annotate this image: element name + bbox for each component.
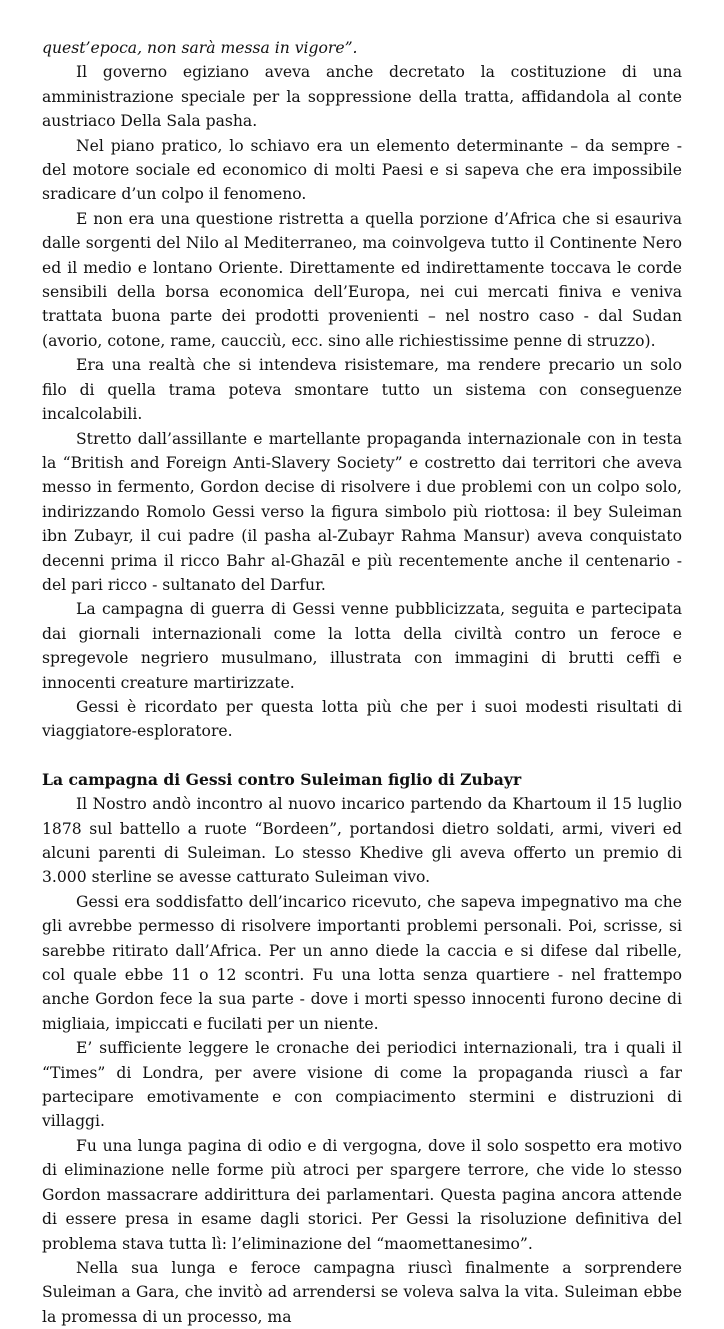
body-text-before	[42, 36, 682, 744]
section-heading: La campagna di Gessi contro Suleiman figlio di Zubayr	[42, 769, 522, 789]
paragraph: Fu una lunga pagina di odio e di vergogna, dove il solo sospetto era motivo di eliminazione nelle forme più atroci per spargere terrore, che vide lo stesso Gordon massacrare addirittura dei parlamentari. Questa pagina ancora attende di essere presa in esame dagli storici. Per Gessi la risoluzione definitiva del problema stava tutta lì: l’eliminazione del “maomettanesimo”.	[42, 1136, 682, 1253]
paragraph: Stretto dall’assillante e martellante propaganda internazionale con in testa la “British and Foreign Anti-Slavery Society” e costretto dai territori che aveva messo in fermento, Gordon decise di risolvere i due problemi con un colpo solo, indirizzando Romolo Gessi verso la figura simbolo più riottosa: il bey Suleiman ibn Zubayr, il cui padre (il pasha al-Zubayr Rahma Mansur) aveva conquistato decenni prima il ricco Bahr al-Ghazāl e più recentemente anche il centenario - del pari ricco - sultanato del Darfur.	[42, 429, 682, 594]
paragraph: Nel piano pratico, lo schiavo era un elemento determinante – da sempre - del motore sociale ed economico di molti Paesi e si sapeva che era impossibile sradicare d’un colpo il fenomeno.	[42, 136, 682, 204]
paragraph: E’ sufficiente leggere le cronache dei periodici internazionali, tra i quali il “Times” di Londra, per avere visione di come la propaganda riuscì a far partecipare emotivamente e con compiacimento stermini e distruzioni di villaggi.	[42, 1039, 682, 1131]
paragraph: La campagna di guerra di Gessi venne pubblicizzata, seguita e partecipata dai giornali internazionali come la lotta della civiltà contro un feroce e spregevole negriero musulmano, illustrata con immagini di brutti ceffi e innocenti creature martirizzate.	[42, 600, 682, 692]
paragraph: Gessi è ricordato per questa lotta più che per i suoi modesti risultati di viaggiatore-esploratore.	[42, 697, 682, 741]
paragraph: Il governo egiziano aveva anche decretato la costituzione di una amministrazione speciale per la soppressione della tratta, affidandola al conte austriaco Della Sala pasha.	[42, 63, 682, 131]
paragraph: Era una realtà che si intendeva risistemare, ma rendere precario un solo filo di quella trama poteva smontare tutto un sistema con conseguenze incalcolabili.	[42, 356, 682, 424]
paragraph: Gessi era soddisfatto dell’incarico ricevuto, che sapeva impegnativo ma che gli avrebbe permesso di risolvere importanti problemi personali. Poi, scrisse, si sarebbe ritirato dall’Africa. Per un anno diede la caccia e si difese dal ribelle, col quale ebbe 11 o 12 scontri. Fu una lotta senza quartiere - nel frattempo anche Gordon fece la sua parte - dove i morti spesso innocenti furono decine di migliaia, impiccati e fucilati per un niente.	[42, 892, 682, 1033]
paragraph: E non era una questione ristretta a quella porzione d’Africa che si esauriva dalle sorgenti del Nilo al Mediterraneo, ma coinvolgeva tutto il Continente Nero ed il medio e lontano Oriente. Direttamente ed indirettamente toccava le corde sensibili della borsa economica dell’Europa, nei cui mercati finiva e veniva trattata buona parte dei prodotti provenienti – nel nostro caso - dal Sudan (avorio, cotone, rame, caucciù, ecc. sino alle richiestissime penne di struzzo).	[42, 209, 682, 350]
paragraph: Il Nostro andò incontro al nuovo incarico partendo da Khartoum il 15 luglio 1878 sul battello a ruote “Bordeen”, portandosi dietro soldati, armi, viveri ed alcuni parenti di Suleiman. Lo stesso Khedive gli aveva offerto un premio di 3.000 sterline se avesse catturato Suleiman vivo.	[42, 795, 682, 887]
paragraph: quest’epoca, non sarà messa in vigore”.	[42, 39, 358, 57]
body-text-after	[42, 792, 682, 1329]
paragraph: Nella sua lunga e feroce campagna riuscì finalmente a sorprendere Suleiman a Gara, che invitò ad arrendersi se voleva salva la vita. Suleiman ebbe la promessa di un processo, ma	[42, 1258, 682, 1326]
